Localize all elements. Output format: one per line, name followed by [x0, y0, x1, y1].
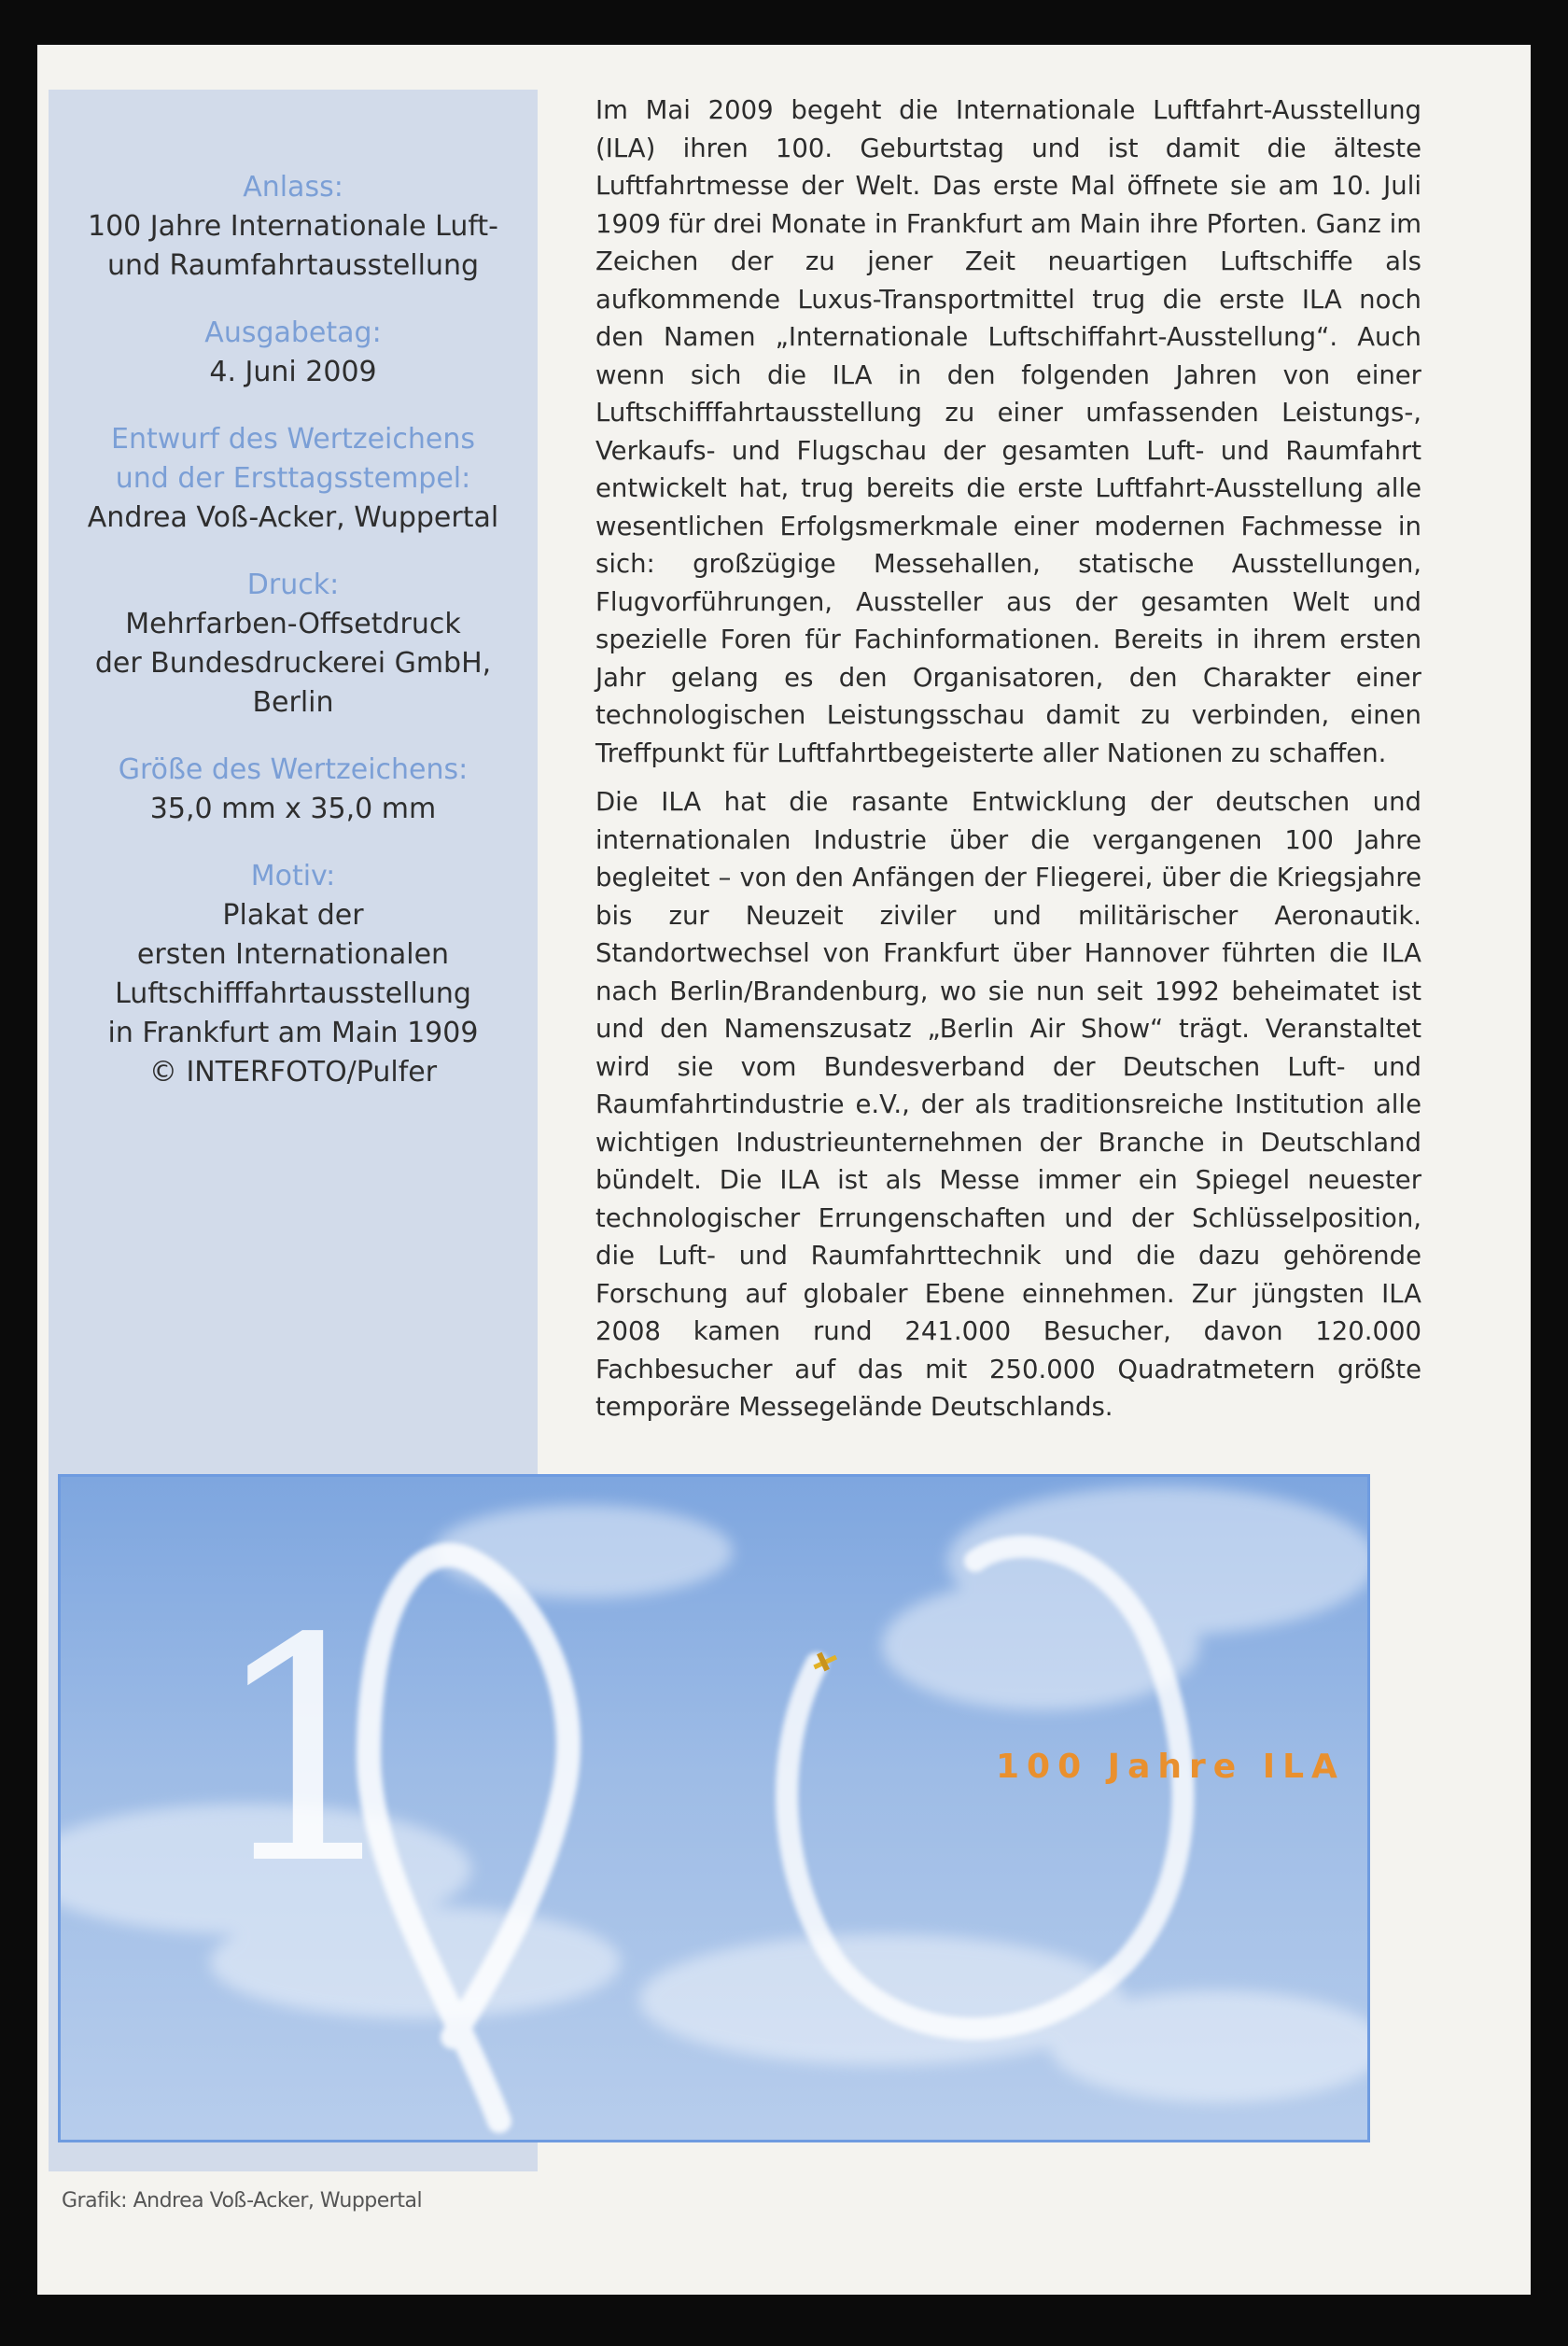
photo-caption: 100 Jahre ILA [996, 1748, 1345, 1786]
info-block-druck [56, 566, 530, 723]
info-value: Plakat der ersten Internationalen Luftschifffahrtausstellung in Frankfurt am Main 1909 © INTERFOTO/Pulfer [107, 899, 479, 1089]
info-label: Ausgabetag: [204, 316, 382, 349]
sky-photo [58, 1474, 1370, 2142]
info-value: 4. Juni 2009 [209, 356, 377, 388]
info-list [56, 168, 530, 1120]
info-label: Druck: [246, 569, 340, 601]
info-label: Größe des Wertzeichens: [118, 753, 469, 786]
info-block-groesse [56, 751, 530, 829]
info-block-ausgabetag [56, 314, 530, 392]
info-block-anlass [56, 168, 530, 286]
article-paragraph: Die ILA hat die rasante Entwicklung der deutschen und internationalen Industrie über die vergangenen 100 Jahre begleitet – von den Anfängen der Fliegerei, über die Kriegsjahre bis zur Neuzeit ziviler und militärischer Aeronautik. Standortwechsel von Frankfurt über Hannover führten die ILA nach Berlin/Brandenburg, wo sie nun seit 1992 beheimatet ist und den Namenszusatz „Berlin Air Show“ trägt. Veranstaltet wird sie vom Bundesverband der Deutschen Luft- und Raumfahrtindustrie e.V., der als traditionsreiche Institution alle wichtigen Industrieunternehmen der Branche in Deutschland bündelt. Die ILA ist als Messe immer ein Spiegel neuester technologischer Errungenschaften und der Schlüsselposition, die Luft- und Raumfahrttechnik und die dazu gehörende Forschung auf globaler Ebene einnehmen. Zur jüngsten ILA 2008 kamen rund 241.000 Besucher, davon 120.000 Fachbesucher auf das mit 250.000 Quadratmetern größte temporäre Messegelände Deutschlands. [595, 787, 1421, 1422]
info-label: Entwurf des Wertzeichens und der Ersttagsstempel: [111, 423, 475, 495]
info-label: Anlass: [243, 171, 343, 204]
info-block-motiv [56, 857, 530, 1092]
info-label: Motiv: [250, 860, 336, 892]
info-block-entwurf [56, 420, 530, 538]
info-value: 100 Jahre Internationale Luft- und Raumfahrtausstellung [88, 210, 498, 282]
image-credit: Grafik: Andrea Voß-Acker, Wuppertal [62, 2189, 423, 2213]
info-value: Mehrfarben-Offsetdruck der Bundesdruckerei GmbH, Berlin [94, 608, 492, 719]
info-value: 35,0 mm x 35,0 mm [149, 793, 437, 825]
article-paragraph: Im Mai 2009 begeht die Internationale Luftfahrt-Ausstellung (ILA) ihren 100. Geburtstag und ist damit die älteste Luftfahrtmesse der Welt. Das erste Mal öffnete sie am 10. Juli 1909 für drei Monate in Frankfurt am Main ihre Pforten. Ganz im Zeichen der zu jener Zeit neuartigen Luftschiffe als aufkommende Luxus-Transportmittel trug die erste ILA noch den Namen „Internationale Luftschiffahrt-Ausstellung“. Auch wenn sich die ILA in den folgenden Jahren von einer Luftschifffahrtausstellung zu einer umfassenden Leistungs-, Verkaufs- und Flugschau der gesamten Luft- und Raumfahrt entwickelt hat, trug bereits die erste Luftfahrt-Ausstellung alle wesentlichen Erfolgsmerkmale einer modernen Fachmesse in sich: großzügige Messehallen, statische Ausstellungen, Flugvorführungen, Aussteller aus der gesamten Welt und spezielle Foren für Fachinformationen. Bereits in ihrem ersten Jahr gelang es den Organisatoren, den Charakter einer technologischen Leistungsschau damit zu verbinden, einen Treffpunkt für Luftfahrtbegeisterte aller Nationen zu schaffen. [595, 95, 1421, 768]
article-body [595, 91, 1421, 1438]
info-value: Andrea Voß-Acker, Wuppertal [87, 501, 499, 534]
big-numeral: 1 [210, 1573, 406, 1932]
